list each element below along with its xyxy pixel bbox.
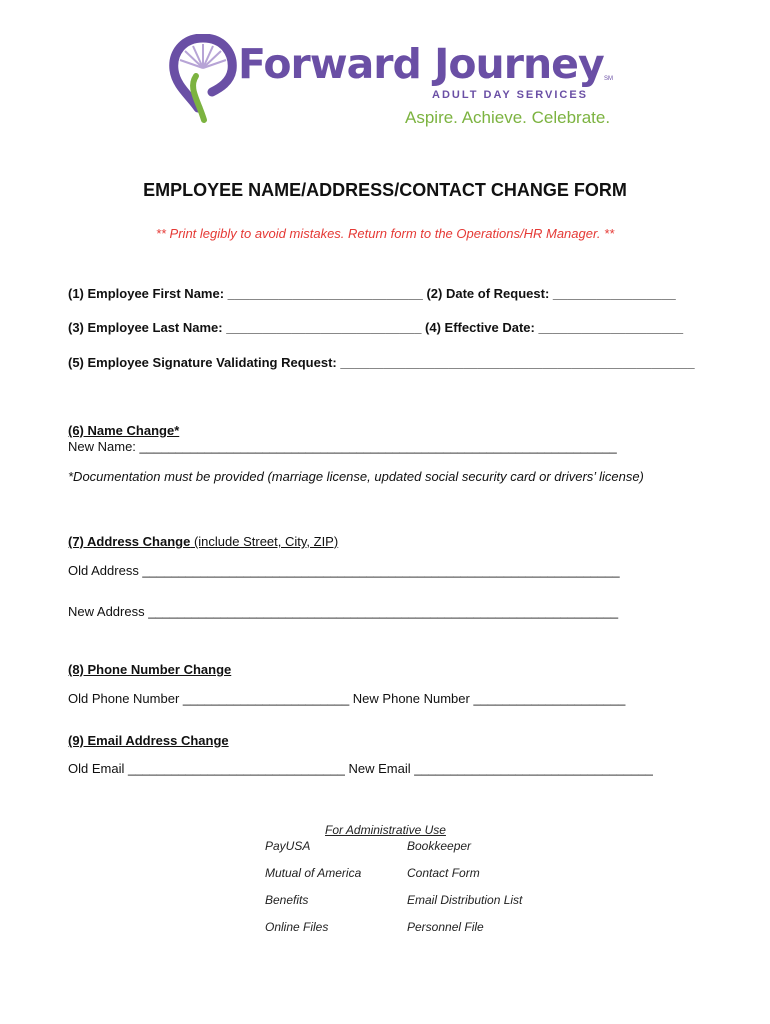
last-name-effective-date-line[interactable]: (3) Employee Last Name: ___________________________ (4) Effective Date: ____________________ [68,320,684,335]
brand-tagline: Aspire. Achieve. Celebrate. [405,108,611,127]
admin-item-mutual-of-america: Mutual of America [265,866,362,880]
admin-item-benefits: Benefits [265,893,309,907]
phone-change-heading: (8) Phone Number Change [68,662,232,677]
documentation-note: *Documentation must be provided (marriage license, updated social security card or drivers’ license) [68,469,644,484]
new-name-field[interactable]: New Name: __________________________________________________________________ [68,439,617,454]
admin-item-email-distribution-list: Email Distribution List [407,893,523,907]
brand-name: Forward Journey [238,40,604,88]
brand-subtitle: ADULT DAY SERVICES [432,89,589,101]
first-name-date-request-line[interactable]: (1) Employee First Name: ___________________________ (2) Date of Request: _________________ [68,286,676,301]
admin-item-online-files: Online Files [265,920,329,934]
old-address-field[interactable]: Old Address __________________________________________________________________ [68,563,620,578]
signature-line[interactable]: (5) Employee Signature Validating Request: _________________________________________________ [68,355,695,370]
form-instructions: ** Print legibly to avoid mistakes. Return form to the Operations/HR Manager. ** [155,226,615,241]
admin-item-payusa: PayUSA [265,839,311,853]
email-fields[interactable]: Old Email ______________________________ New Email _________________________________ [68,761,653,776]
name-change-heading: (6) Name Change* [68,423,180,438]
admin-item-personnel-file: Personnel File [407,920,484,934]
address-change-heading-note: (include Street, City, ZIP) [190,534,339,549]
admin-item-contact-form: Contact Form [407,866,480,880]
email-change-heading: (9) Email Address Change [68,733,229,748]
admin-item-bookkeeper: Bookkeeper [407,839,472,853]
new-address-field[interactable]: New Address _________________________________________________________________ [68,604,619,619]
service-mark: SM [604,76,613,82]
address-change-heading-row [68,534,338,549]
admin-use-heading: For Administrative Use [325,823,446,837]
form-title: EMPLOYEE NAME/ADDRESS/CONTACT CHANGE FORM [143,180,627,200]
forward-journey-pin-logo-icon [168,34,238,126]
phone-number-fields[interactable]: Old Phone Number _______________________ New Phone Number _____________________ [68,691,626,706]
address-change-heading: (7) Address Change [68,534,191,549]
